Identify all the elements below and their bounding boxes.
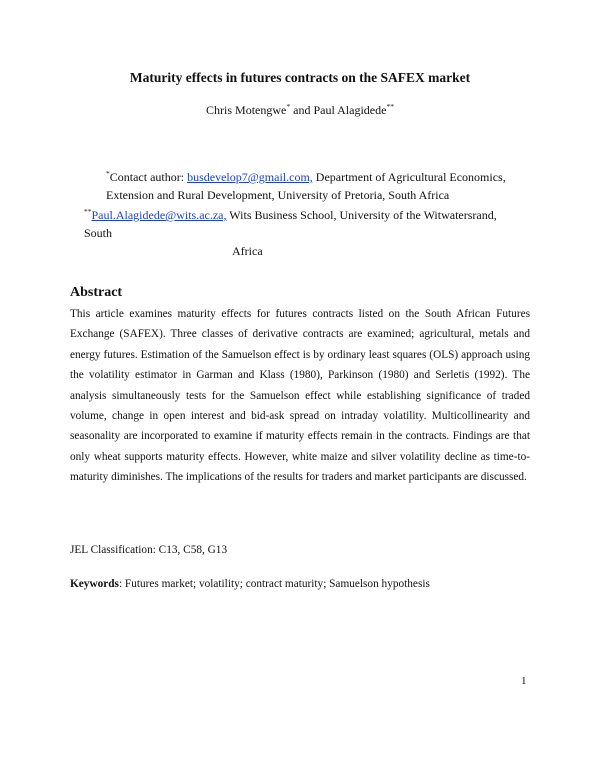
author-2: Paul Alagidede — [313, 103, 387, 117]
affiliation-1-line2: Extension and Rural Development, University of Pretoria, South Africa — [106, 188, 450, 202]
affiliation-1-prefix: Contact author: — [109, 170, 188, 184]
author-2-mark: ** — [386, 102, 394, 111]
affiliation-2-mark: ** — [84, 207, 92, 216]
abstract-body: This article examines maturity effects for futures contracts listed on the South African Futures Exchange (SAFEX). Three classes of derivative contracts are examined; agricultural, metals and energy futures. Estimation of the Samuelson effect is by ordinary least squares (OLS) approach using the volatility estimator in Garman and Klass (1980), Parkinson (1980) and Serletis (1992). The analysis simultaneously tests for the Samuelson effect while establishing significance of traded volume, change in open interest and bid-ask spread on intraday volatility. Multicollinearity and seasonality are incorporated to examine if maturity effects remain in the contracts. Findings are that only wheat supports maturity effects. However, white maize and silver volatility decline as time-to-maturity diminishes. The implications of the results for traders and market participants are discussed. — [70, 308, 530, 484]
affiliation-2 — [84, 206, 524, 260]
affiliation-1-mark: * — [106, 169, 110, 178]
author-line — [0, 103, 600, 118]
keywords-label: Keywords — [70, 578, 119, 590]
author-1: Chris Motengwe — [206, 103, 287, 117]
keywords-line — [70, 578, 430, 590]
contact-email-link[interactable]: busdevelop7@gmail.com, — [187, 170, 313, 184]
affiliation-1 — [106, 168, 526, 204]
author-1-mark: * — [286, 102, 291, 111]
keywords-text: : Futures market; volatility; contract maturity; Samuelson hypothesis — [118, 578, 430, 590]
author-2-email-link[interactable]: Paul.Alagidede@wits.ac.za, — [91, 208, 227, 222]
affiliation-1-text: Department of Agricultural Economics, — [312, 170, 506, 184]
paper-title: Maturity effects in futures contracts on the SAFEX market — [129, 70, 471, 85]
author-joiner: and — [290, 103, 314, 117]
jel-classification: JEL Classification: C13, C58, G13 — [70, 544, 228, 556]
page-number: 1 — [521, 675, 527, 687]
abstract-heading: Abstract — [70, 285, 123, 300]
affiliation-2-text: Wits Business School, University of the Witwatersrand, South — [84, 208, 497, 240]
affiliation-2-line2: Africa — [232, 244, 263, 258]
